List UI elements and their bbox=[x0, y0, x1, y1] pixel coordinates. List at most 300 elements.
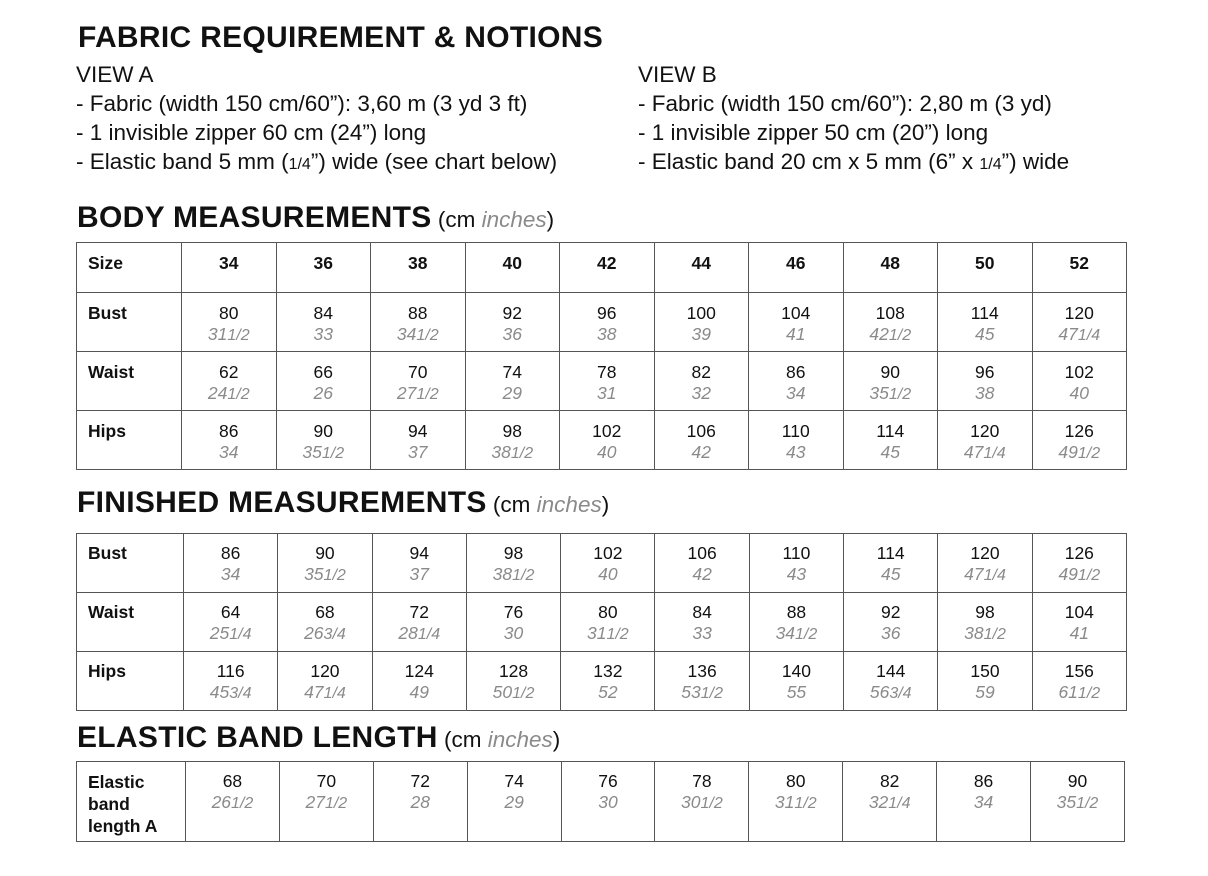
inch-whole: 49 bbox=[409, 682, 429, 702]
inch-value bbox=[468, 791, 561, 815]
cm-value: 86 bbox=[220, 543, 241, 563]
inch-whole: 49 bbox=[1058, 442, 1078, 462]
inch-value bbox=[938, 622, 1031, 646]
inch-value bbox=[373, 563, 466, 587]
inch-whole: 24 bbox=[207, 383, 228, 403]
inch-value bbox=[278, 681, 371, 705]
inch-value bbox=[749, 382, 843, 406]
table-row bbox=[77, 593, 1127, 652]
cm-value: 120 bbox=[310, 661, 340, 681]
inch-fraction: 3/4 bbox=[229, 685, 252, 702]
view-b-block bbox=[638, 60, 1069, 179]
cm-value: 98 bbox=[502, 421, 522, 441]
measure-cell bbox=[465, 352, 560, 411]
measure-cell bbox=[938, 411, 1033, 470]
measure-cell bbox=[184, 652, 278, 711]
inch-whole: 36 bbox=[880, 623, 901, 643]
size-cell: 38 bbox=[371, 243, 466, 293]
cm-value: 90 bbox=[313, 421, 333, 441]
size-cell: 48 bbox=[843, 243, 938, 293]
table-row bbox=[77, 534, 1127, 593]
inch-fraction: 1/2 bbox=[324, 795, 348, 812]
cm-value: 110 bbox=[782, 543, 811, 563]
measure-cell bbox=[276, 352, 371, 411]
measure-cell bbox=[654, 293, 749, 352]
cm-value: 102 bbox=[592, 421, 622, 441]
cm-value: 92 bbox=[502, 303, 522, 323]
inch-value bbox=[560, 441, 654, 465]
inch-value bbox=[655, 622, 748, 646]
inch-value bbox=[1033, 382, 1127, 406]
inch-whole: 31 bbox=[207, 324, 228, 344]
cm-value: 86 bbox=[219, 421, 239, 441]
inch-value bbox=[280, 791, 373, 815]
inch-value bbox=[655, 323, 749, 347]
inch-value bbox=[750, 622, 843, 646]
inch-whole: 29 bbox=[504, 792, 524, 812]
measure-cell bbox=[1032, 411, 1127, 470]
inch-value bbox=[186, 791, 279, 815]
inch-fraction: 1/4 bbox=[1077, 327, 1101, 344]
cm-value: 86 bbox=[786, 362, 806, 382]
inch-whole: 26 bbox=[211, 792, 232, 812]
cm-value: 80 bbox=[786, 771, 806, 791]
measure-cell bbox=[1032, 534, 1126, 593]
measure-cell bbox=[843, 762, 937, 842]
inch-value bbox=[277, 323, 371, 347]
label-line: band bbox=[88, 794, 130, 814]
inch-whole: 50 bbox=[492, 682, 513, 702]
inch-whole: 47 bbox=[304, 682, 324, 702]
size-cell: 42 bbox=[560, 243, 655, 293]
measure-cell bbox=[373, 762, 467, 842]
view-a-elastic-frac: 1/4 bbox=[288, 156, 311, 173]
cm-value: 106 bbox=[686, 421, 716, 441]
cm-value: 86 bbox=[973, 771, 994, 791]
inch-value bbox=[1031, 791, 1124, 815]
measure-cell bbox=[843, 352, 938, 411]
elastic-band-table bbox=[76, 761, 1125, 842]
measure-cell bbox=[1032, 593, 1126, 652]
measure-cell bbox=[371, 352, 466, 411]
inch-fraction: 1/2 bbox=[510, 445, 534, 462]
measure-cell bbox=[182, 293, 277, 352]
measure-cell bbox=[184, 534, 278, 593]
inch-fraction: 1/2 bbox=[227, 386, 250, 403]
cm-value: 102 bbox=[1064, 362, 1094, 382]
measure-cell bbox=[182, 352, 277, 411]
inch-whole: 33 bbox=[313, 324, 333, 344]
measure-cell bbox=[749, 534, 843, 593]
cm-value: 104 bbox=[1064, 602, 1094, 622]
measure-cell bbox=[278, 534, 372, 593]
inch-fraction: 1/2 bbox=[606, 626, 629, 643]
inch-value bbox=[182, 441, 276, 465]
size-label: Size bbox=[77, 243, 182, 293]
cm-value: 106 bbox=[687, 543, 717, 563]
measure-cell bbox=[186, 762, 280, 842]
measure-cell bbox=[654, 352, 749, 411]
view-b-elastic-pre: - Elastic band 20 cm x 5 mm (6” x bbox=[638, 149, 980, 174]
inch-whole: 34 bbox=[219, 442, 239, 462]
inch-fraction: 1/2 bbox=[416, 386, 439, 403]
measure-cell bbox=[561, 593, 655, 652]
cm-value: 120 bbox=[1064, 303, 1094, 323]
cm-value: 90 bbox=[1067, 771, 1088, 791]
inch-value bbox=[371, 382, 465, 406]
cm-value: 74 bbox=[502, 362, 522, 382]
inch-value bbox=[562, 791, 655, 815]
elastic-unit-inches: inches bbox=[487, 727, 553, 752]
inch-whole: 45 bbox=[880, 442, 900, 462]
cm-value: 88 bbox=[408, 303, 428, 323]
measure-cell bbox=[276, 293, 371, 352]
cm-value: 156 bbox=[1064, 661, 1094, 681]
inch-fraction: 1/4 bbox=[229, 626, 252, 643]
inch-value bbox=[277, 382, 371, 406]
inch-value bbox=[371, 323, 465, 347]
inch-value bbox=[938, 323, 1032, 347]
inch-whole: 47 bbox=[1058, 324, 1078, 344]
inch-whole: 37 bbox=[409, 564, 429, 584]
inch-value bbox=[278, 622, 371, 646]
inch-value bbox=[561, 622, 654, 646]
measure-cell bbox=[465, 411, 560, 470]
inch-whole: 45 bbox=[975, 324, 995, 344]
body-unit-open: (cm bbox=[431, 207, 482, 232]
measure-cell bbox=[1032, 352, 1127, 411]
table-row bbox=[77, 352, 1127, 411]
inch-whole: 35 bbox=[1056, 792, 1077, 812]
measure-cell bbox=[466, 593, 560, 652]
table-row bbox=[77, 652, 1127, 711]
inch-value bbox=[655, 563, 748, 587]
cm-value: 84 bbox=[313, 303, 333, 323]
inch-whole: 40 bbox=[597, 442, 617, 462]
inch-value bbox=[655, 791, 748, 815]
measure-cell bbox=[938, 352, 1033, 411]
measure-cell bbox=[466, 534, 560, 593]
measure-cell bbox=[467, 762, 561, 842]
inch-whole: 31 bbox=[597, 383, 617, 403]
inch-value bbox=[844, 382, 938, 406]
inch-value bbox=[655, 441, 749, 465]
inch-fraction: 1/4 bbox=[417, 626, 441, 643]
cm-value: 76 bbox=[598, 771, 618, 791]
measure-cell bbox=[749, 762, 843, 842]
cm-value: 110 bbox=[781, 421, 810, 441]
inch-whole: 26 bbox=[304, 623, 324, 643]
cm-value: 98 bbox=[503, 543, 524, 563]
inch-fraction: 1/2 bbox=[1076, 795, 1099, 812]
measure-cell bbox=[1032, 293, 1127, 352]
inch-whole: 27 bbox=[396, 383, 417, 403]
cm-value: 98 bbox=[975, 602, 995, 622]
measure-cell bbox=[372, 652, 466, 711]
inch-fraction: 1/2 bbox=[1077, 445, 1101, 462]
elastic-title-text: ELASTIC BAND LENGTH bbox=[77, 721, 438, 754]
inch-whole: 30 bbox=[503, 623, 524, 643]
inch-value bbox=[371, 441, 465, 465]
measure-cell bbox=[655, 762, 749, 842]
size-cell: 52 bbox=[1032, 243, 1127, 293]
cm-value: 72 bbox=[409, 602, 429, 622]
cm-value: 126 bbox=[1064, 421, 1094, 441]
inch-value bbox=[749, 323, 843, 347]
cm-value: 78 bbox=[597, 362, 617, 382]
inch-fraction: 1/2 bbox=[323, 567, 346, 584]
inch-value bbox=[1033, 681, 1126, 705]
inch-value bbox=[467, 622, 560, 646]
cm-value: 124 bbox=[404, 661, 434, 681]
inch-value bbox=[750, 563, 843, 587]
inch-whole: 38 bbox=[491, 442, 511, 462]
inch-whole: 43 bbox=[786, 564, 807, 584]
measure-cell bbox=[371, 293, 466, 352]
cm-value: 144 bbox=[876, 661, 906, 681]
inch-whole: 41 bbox=[1069, 623, 1090, 643]
inch-whole: 38 bbox=[964, 623, 984, 643]
measure-cell bbox=[937, 762, 1031, 842]
inch-fraction: 1/2 bbox=[1077, 685, 1101, 702]
finished-unit-close: ) bbox=[601, 492, 610, 517]
elastic-unit-close: ) bbox=[552, 727, 561, 752]
measure-cell bbox=[655, 593, 749, 652]
inch-value bbox=[184, 622, 277, 646]
view-a-elastic-post: ”) wide (see chart below) bbox=[310, 149, 558, 174]
inch-whole: 28 bbox=[398, 623, 418, 643]
finished-title-text: FINISHED MEASUREMENTS bbox=[77, 486, 487, 519]
table-row bbox=[77, 411, 1127, 470]
inch-value bbox=[1033, 323, 1127, 347]
inch-value bbox=[1033, 622, 1126, 646]
cm-value: 116 bbox=[216, 661, 245, 681]
inch-value bbox=[750, 681, 843, 705]
inch-fraction: 1/2 bbox=[227, 327, 250, 344]
cm-value: 120 bbox=[970, 421, 1000, 441]
cm-value: 128 bbox=[498, 661, 529, 681]
cm-value: 90 bbox=[315, 543, 335, 563]
label-line: length A bbox=[88, 816, 158, 836]
inch-fraction: 1/2 bbox=[231, 795, 254, 812]
inch-whole: 38 bbox=[975, 383, 995, 403]
inch-whole: 30 bbox=[681, 792, 701, 812]
cm-value: 68 bbox=[315, 602, 335, 622]
inch-value bbox=[467, 681, 560, 705]
cm-value: 90 bbox=[880, 362, 900, 382]
view-a-zipper: - 1 invisible zipper 60 cm (24”) long bbox=[76, 120, 427, 145]
measure-cell bbox=[844, 534, 938, 593]
measure-cell bbox=[561, 534, 655, 593]
cm-value: 72 bbox=[410, 771, 430, 791]
inch-fraction: 1/2 bbox=[794, 795, 817, 812]
cm-value: 76 bbox=[503, 602, 524, 622]
inch-whole: 47 bbox=[964, 564, 984, 584]
inch-value bbox=[844, 563, 937, 587]
measure-cell bbox=[560, 293, 655, 352]
measure-cell bbox=[560, 411, 655, 470]
size-cell: 40 bbox=[465, 243, 560, 293]
measure-cell bbox=[844, 593, 938, 652]
inch-whole: 55 bbox=[786, 682, 807, 702]
view-b-elastic-post: ”) wide bbox=[1001, 149, 1070, 174]
inch-whole: 34 bbox=[775, 623, 796, 643]
inch-value bbox=[466, 441, 560, 465]
finished-measurements-title bbox=[77, 485, 609, 523]
inch-whole: 52 bbox=[598, 682, 618, 702]
inch-whole: 41 bbox=[786, 324, 806, 344]
fabric-requirements-title: FABRIC REQUIREMENT & NOTIONS bbox=[78, 21, 604, 54]
inch-whole: 40 bbox=[1069, 383, 1089, 403]
cm-value: 100 bbox=[686, 303, 716, 323]
size-cell: 34 bbox=[182, 243, 277, 293]
inch-value bbox=[1033, 563, 1126, 587]
body-measurements-title bbox=[77, 200, 554, 238]
inch-value bbox=[844, 323, 938, 347]
inch-whole: 47 bbox=[963, 442, 984, 462]
inch-value bbox=[466, 382, 560, 406]
label-line: Elastic bbox=[88, 772, 145, 792]
inch-whole: 27 bbox=[305, 792, 325, 812]
cm-value: 136 bbox=[687, 661, 717, 681]
inch-value bbox=[374, 791, 467, 815]
measure-cell bbox=[561, 762, 655, 842]
cm-value: 78 bbox=[692, 771, 712, 791]
inch-whole: 34 bbox=[220, 564, 241, 584]
body-unit-close: ) bbox=[546, 207, 555, 232]
cm-value: 80 bbox=[598, 602, 618, 622]
inch-value bbox=[277, 441, 371, 465]
inch-whole: 28 bbox=[410, 792, 430, 812]
inch-value bbox=[844, 441, 938, 465]
table-row bbox=[77, 293, 1127, 352]
measure-cell bbox=[278, 652, 372, 711]
measure-cell bbox=[938, 534, 1032, 593]
inch-whole: 37 bbox=[408, 442, 428, 462]
size-cell: 36 bbox=[276, 243, 371, 293]
inch-whole: 43 bbox=[786, 442, 806, 462]
inch-whole: 35 bbox=[302, 442, 322, 462]
cm-value: 84 bbox=[692, 602, 712, 622]
inch-whole: 61 bbox=[1058, 682, 1078, 702]
inch-fraction: 1/4 bbox=[888, 795, 911, 812]
body-measurements-table bbox=[76, 242, 1127, 470]
cm-value: 74 bbox=[504, 771, 524, 791]
inch-value bbox=[938, 681, 1031, 705]
cm-value: 96 bbox=[975, 362, 995, 382]
cm-value: 80 bbox=[219, 303, 239, 323]
view-a-block bbox=[76, 60, 557, 179]
cm-value: 126 bbox=[1064, 543, 1094, 563]
measure-cell bbox=[184, 593, 278, 652]
inch-value bbox=[466, 323, 560, 347]
inch-fraction: 1/4 bbox=[983, 567, 1006, 584]
inch-value bbox=[655, 681, 748, 705]
measure-cell bbox=[1031, 762, 1125, 842]
inch-value bbox=[844, 681, 937, 705]
measure-cell bbox=[655, 534, 749, 593]
inch-value bbox=[843, 791, 936, 815]
inch-whole: 56 bbox=[869, 682, 890, 702]
inch-whole: 29 bbox=[502, 383, 522, 403]
view-b-fabric: - Fabric (width 150 cm/60”): 2,80 m (3 yd) bbox=[638, 91, 1052, 116]
measure-cell bbox=[561, 652, 655, 711]
inch-whole: 35 bbox=[304, 564, 324, 584]
inch-value bbox=[561, 563, 654, 587]
inch-fraction: 1/2 bbox=[888, 327, 912, 344]
inch-whole: 42 bbox=[692, 564, 712, 584]
inch-whole: 59 bbox=[975, 682, 995, 702]
elastic-band-title bbox=[77, 720, 560, 758]
measure-cell bbox=[560, 352, 655, 411]
elastic-unit-open: (cm bbox=[437, 727, 488, 752]
inch-whole: 42 bbox=[691, 442, 711, 462]
row-label-hips: Hips bbox=[77, 652, 184, 711]
measure-cell bbox=[749, 652, 843, 711]
cm-value: 88 bbox=[786, 602, 807, 622]
inch-fraction: 1/4 bbox=[983, 445, 1006, 462]
measure-cell bbox=[843, 293, 938, 352]
inch-fraction: 1/2 bbox=[795, 626, 818, 643]
inch-fraction: 1/2 bbox=[321, 445, 345, 462]
measure-cell bbox=[276, 411, 371, 470]
measure-cell bbox=[938, 293, 1033, 352]
finished-measurements-table bbox=[76, 533, 1127, 711]
cm-value: 114 bbox=[970, 303, 999, 323]
cm-value: 82 bbox=[879, 771, 900, 791]
cm-value: 70 bbox=[408, 362, 428, 382]
cm-value: 140 bbox=[781, 661, 812, 681]
measure-cell bbox=[465, 293, 560, 352]
inch-whole: 45 bbox=[209, 682, 230, 702]
inch-value bbox=[749, 441, 843, 465]
inch-value bbox=[373, 681, 466, 705]
cm-value: 114 bbox=[876, 421, 905, 441]
inch-value bbox=[467, 563, 560, 587]
inch-whole: 40 bbox=[598, 564, 618, 584]
cm-value: 108 bbox=[875, 303, 905, 323]
inch-fraction: 1/2 bbox=[1077, 567, 1101, 584]
inch-whole: 31 bbox=[586, 623, 607, 643]
cm-value: 82 bbox=[691, 362, 711, 382]
body-unit-inches: inches bbox=[481, 207, 547, 232]
inch-whole: 30 bbox=[598, 792, 618, 812]
inch-fraction: 1/2 bbox=[512, 685, 535, 702]
inch-whole: 34 bbox=[786, 383, 806, 403]
cm-value: 94 bbox=[409, 543, 429, 563]
cm-value: 120 bbox=[970, 543, 1000, 563]
measure-cell bbox=[1032, 652, 1126, 711]
measure-cell bbox=[844, 652, 938, 711]
inch-whole: 49 bbox=[1058, 564, 1078, 584]
inch-value bbox=[560, 323, 654, 347]
size-row bbox=[77, 243, 1127, 293]
view-b-elastic bbox=[638, 147, 1069, 179]
inch-fraction: 1/2 bbox=[888, 386, 912, 403]
inch-whole: 53 bbox=[681, 682, 701, 702]
measure-cell bbox=[182, 411, 277, 470]
row-label-bust: Bust bbox=[77, 534, 184, 593]
inch-fraction: 1/2 bbox=[700, 795, 723, 812]
inch-fraction: 1/2 bbox=[512, 567, 535, 584]
cm-value: 70 bbox=[316, 771, 337, 791]
measure-cell bbox=[655, 652, 749, 711]
body-title-text: BODY MEASUREMENTS bbox=[77, 201, 432, 234]
inch-value bbox=[561, 681, 654, 705]
measure-cell bbox=[372, 534, 466, 593]
inch-value bbox=[560, 382, 654, 406]
measure-cell bbox=[466, 652, 560, 711]
